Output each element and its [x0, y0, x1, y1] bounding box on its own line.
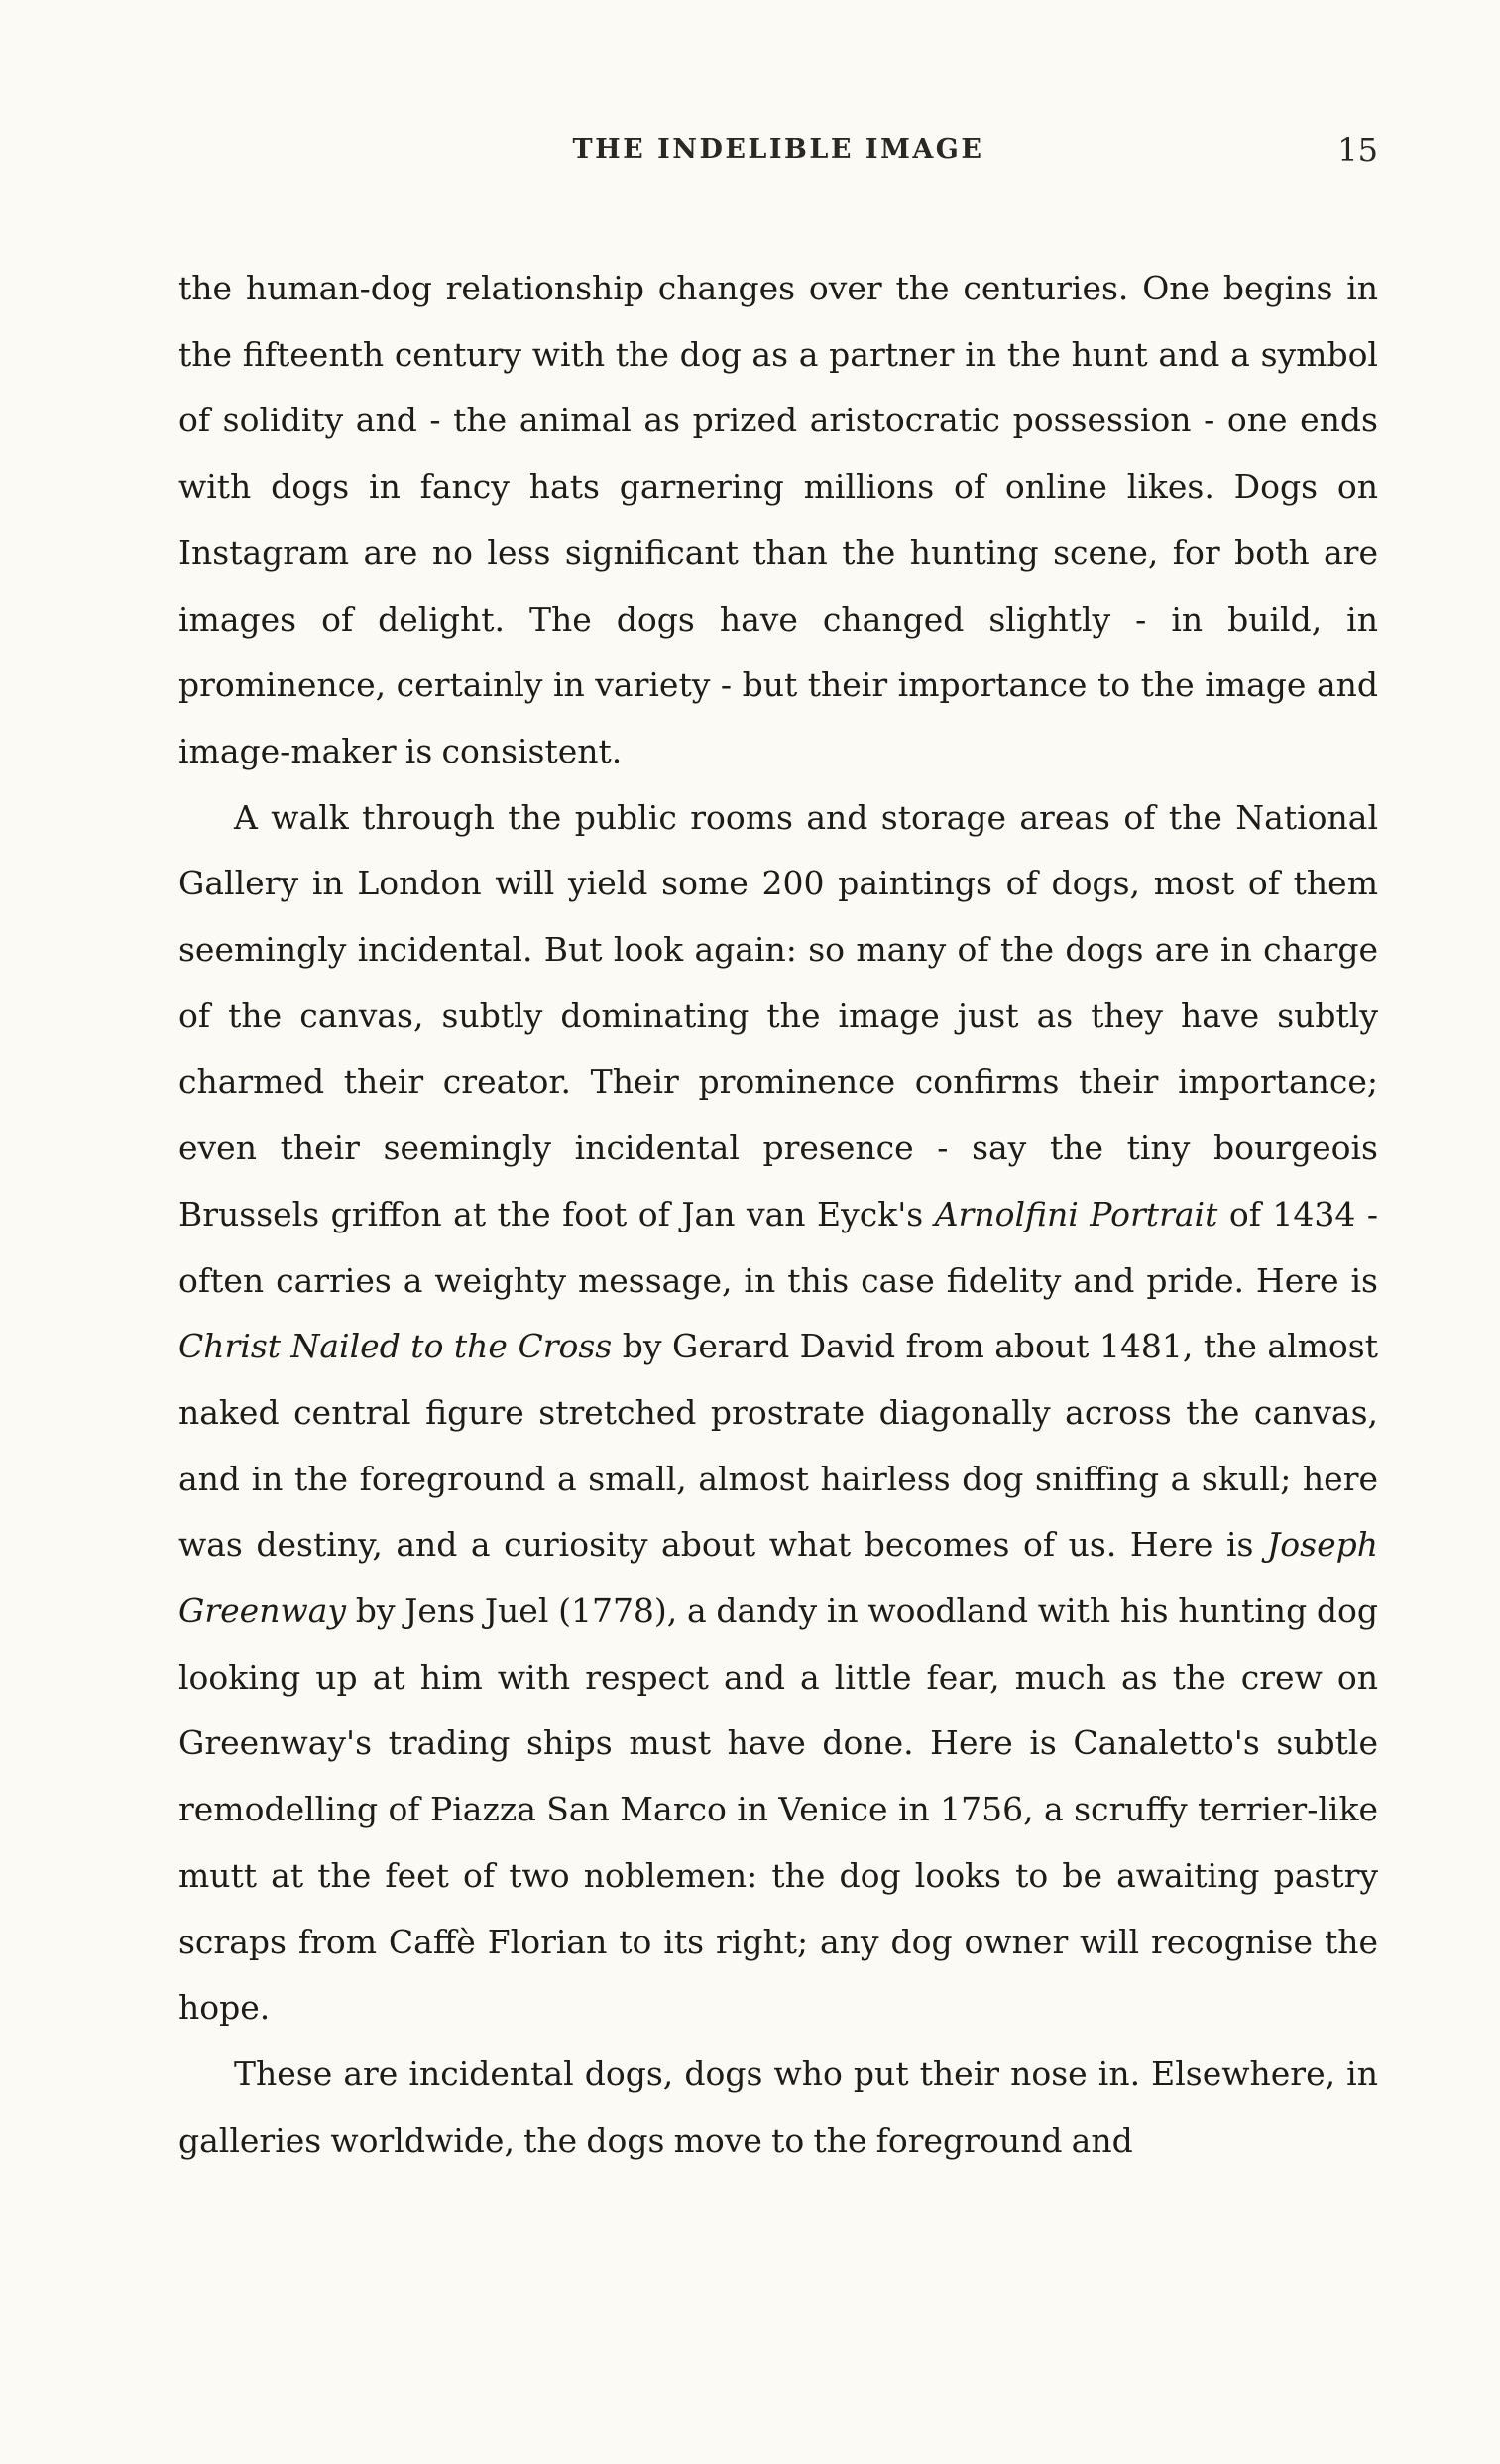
text-run: These are incidental dogs, dogs who put their nose in. Elsewhere, in galleries worldwide, the dogs move to the foreground and [178, 2053, 1378, 2160]
italic-title: Arnolfini Portrait [934, 1194, 1218, 1233]
italic-title: Joseph Greenway [178, 1525, 1378, 1631]
text-run: of 1434 - often carries a weighty message, in this case fidelity and pride. Here is [178, 1194, 1378, 1300]
text-run: the human-dog relationship changes over the centuries. One begins in the fifteenth century with the dog as a partner in the hunt and a symbol of solidity and - the animal as prized aristocratic possession - one ends with dogs in fancy hats garnering millions of online likes. Dogs on Instagram are no less significant than the hunting scene, for both are images of delight. The dogs have changed slightly - in build, in prominence, certainly in variety - but their importance to the image and image-maker is consistent. [178, 269, 1378, 770]
running-title: THE INDELIBLE IMAGE [572, 134, 984, 165]
text-run: A walk through the public rooms and storage areas of the National Gallery in London will yield some 200 paintings of dogs, most of them seemingly incidental. But look again: so many of the dogs are in charge of the canvas, subtly dominating the image just as they have subtly charmed their creator. Their prominence confirms their importance; even their seemingly incidental presence - say the tiny bourgeois Brussels griffon at the foot of Jan van Eyck's [178, 797, 1378, 1233]
paragraph [178, 2042, 1378, 2173]
text-run: by Gerard David from about 1481, the almost naked central figure stretched prostrate diagonally across the canvas, and in the foreground a small, almost hairless dog sniffing a skull; here was destiny, and a curiosity about what becomes of us. Here is [178, 1327, 1378, 1565]
italic-title: Christ Nailed to the Cross [178, 1327, 613, 1366]
paragraph [178, 785, 1378, 2042]
page-number: 15 [1337, 131, 1378, 169]
running-head [178, 127, 1378, 173]
body-text [178, 256, 1378, 2173]
paragraph [178, 256, 1378, 785]
text-run: by Jens Juel (1778), a dandy in woodland with his hunting dog looking up at him with respect and a little fear, much as the crew on Greenway's trading ships must have done. Here is Canaletto's subtle remodelling of Piazza San Marco in Venice in 1756, a scruffy terrier-like mutt at the feet of two noblemen: the dog looks to be awaiting pastry scraps from Caffè Florian to its right; any dog owner will recognise the hope. [178, 1591, 1378, 2028]
